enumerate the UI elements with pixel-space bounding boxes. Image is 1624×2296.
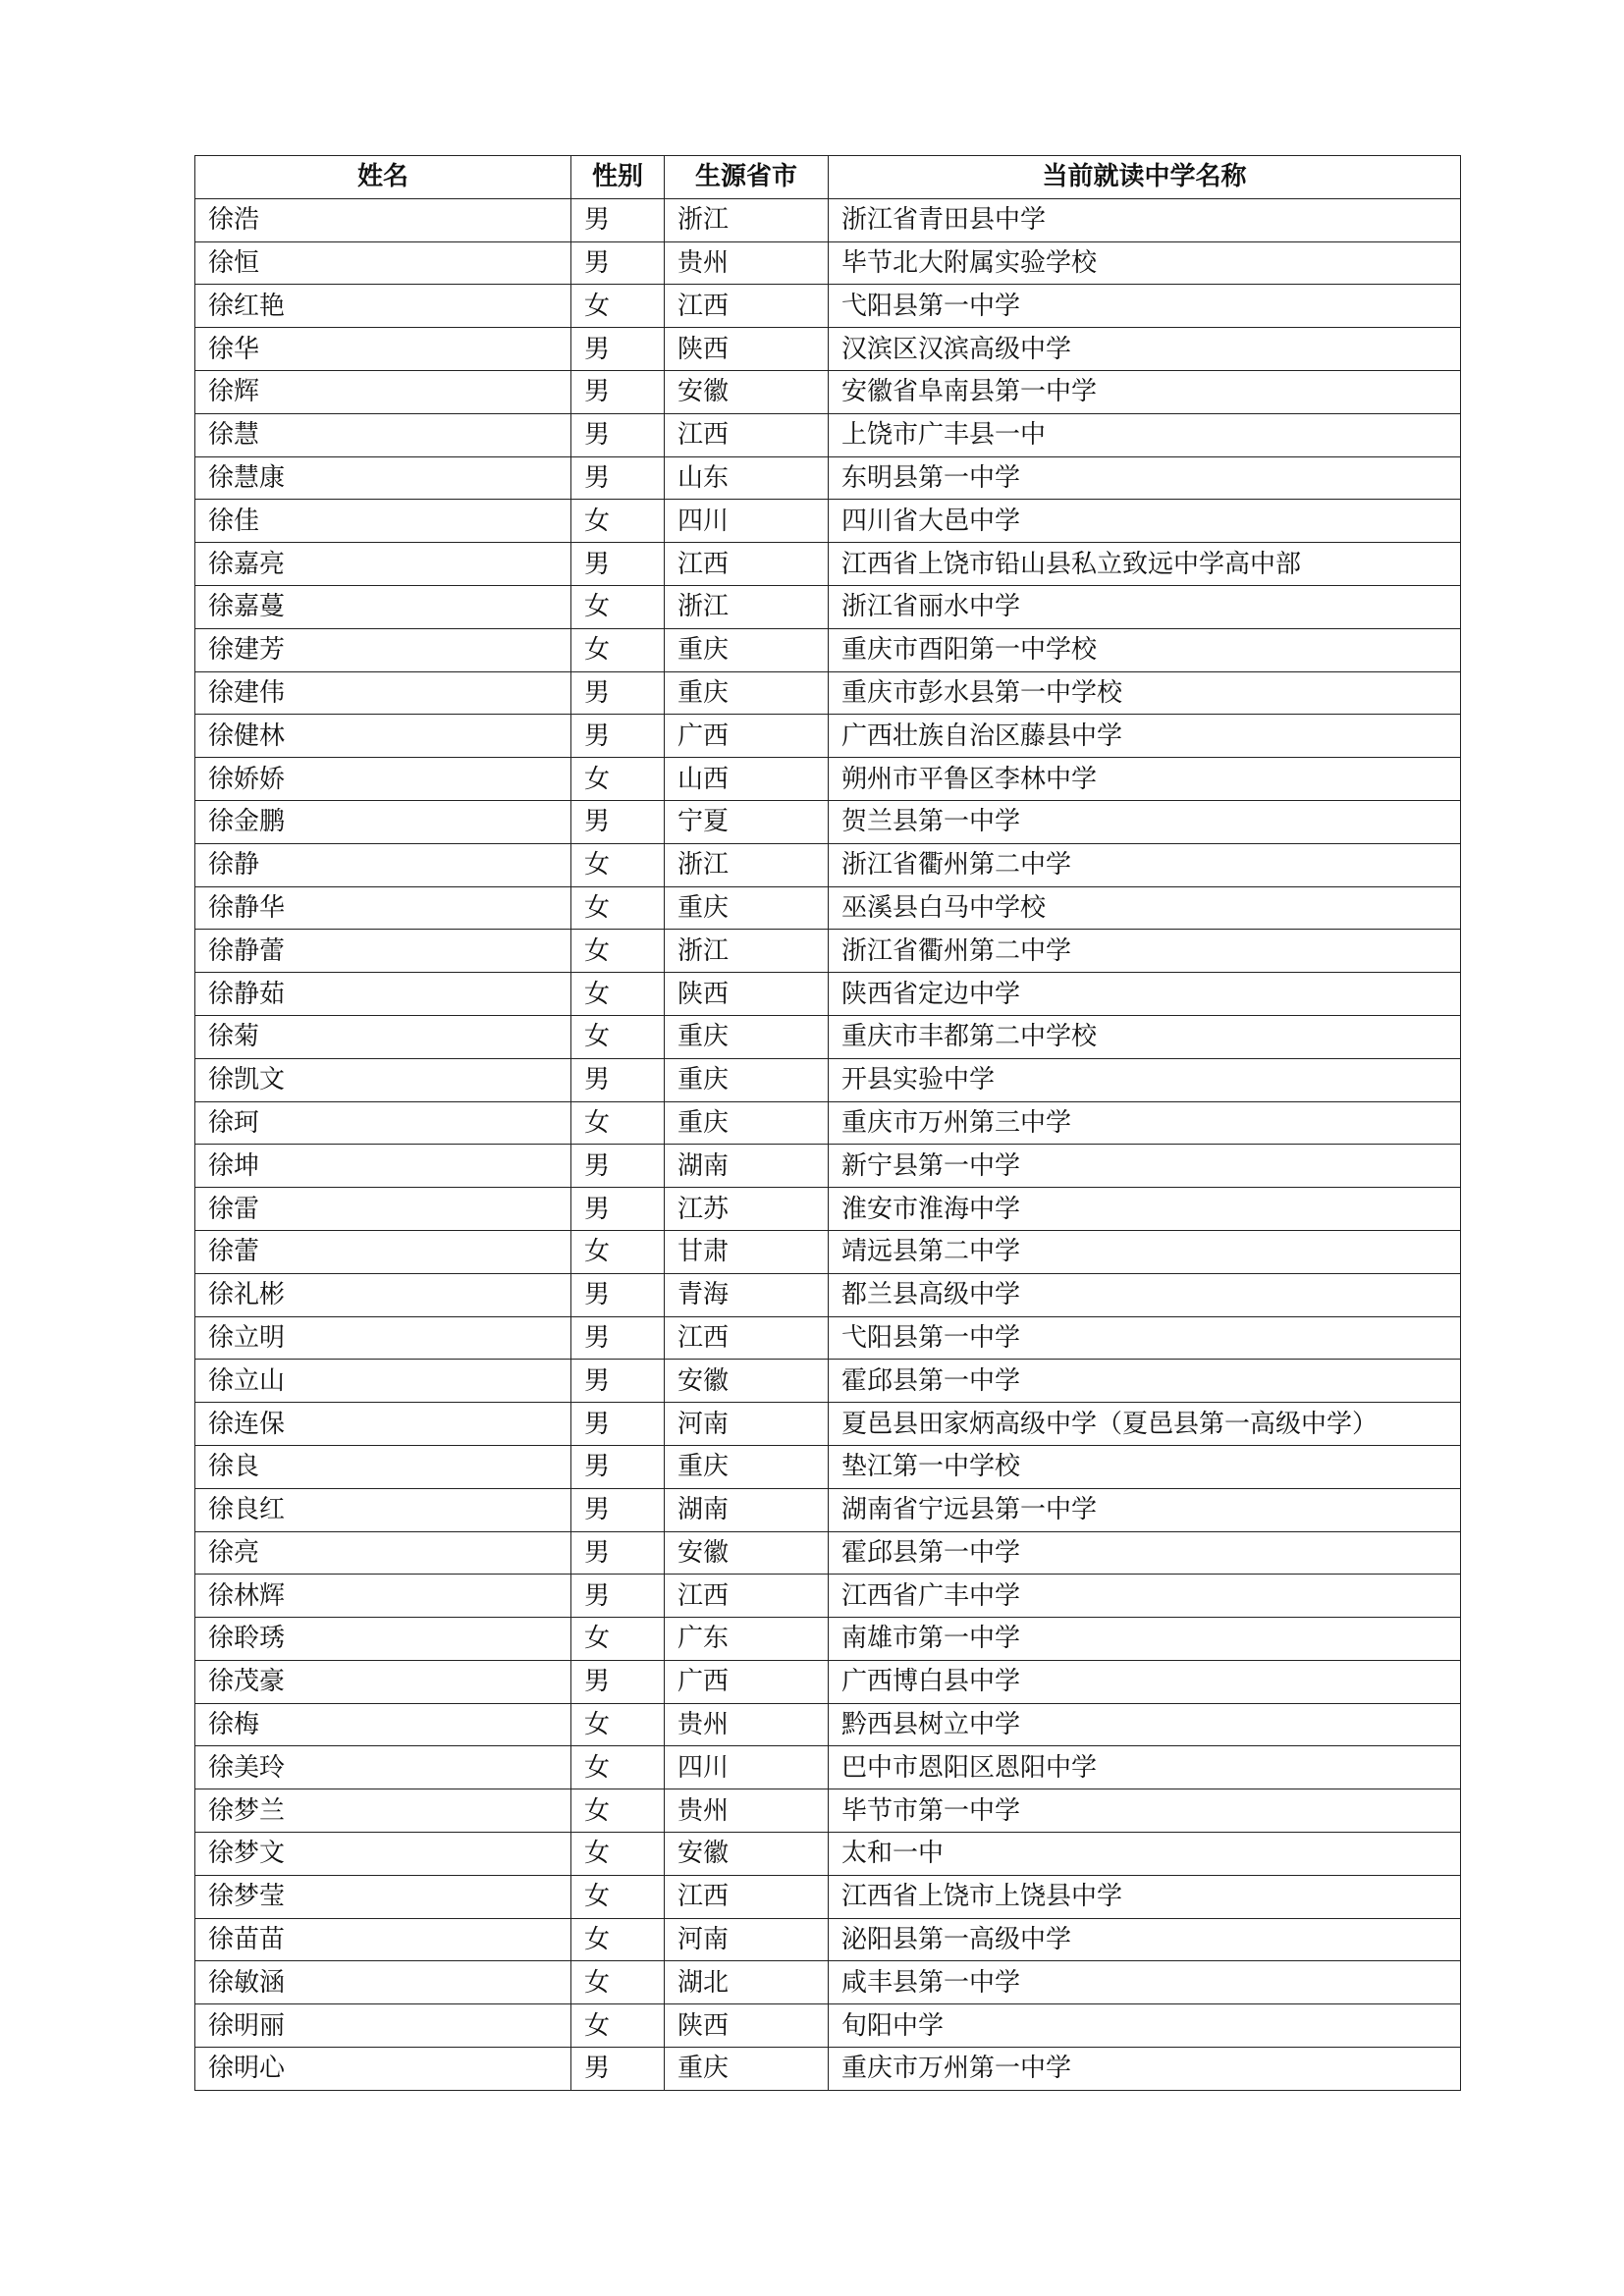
cell-name: 徐礼彬 bbox=[195, 1273, 571, 1316]
cell-name: 徐坤 bbox=[195, 1145, 571, 1188]
cell-name: 徐梦莹 bbox=[195, 1875, 571, 1918]
cell-province: 湖南 bbox=[665, 1145, 829, 1188]
cell-gender: 女 bbox=[571, 1230, 665, 1273]
table-row bbox=[195, 370, 1461, 413]
table-row bbox=[195, 886, 1461, 930]
cell-province: 广东 bbox=[665, 1618, 829, 1661]
cell-name: 徐雷 bbox=[195, 1188, 571, 1231]
cell-name: 徐苗苗 bbox=[195, 1918, 571, 1961]
table-row bbox=[195, 1746, 1461, 1789]
header-name: 姓名 bbox=[195, 156, 571, 199]
table-header-row bbox=[195, 156, 1461, 199]
cell-province: 安徽 bbox=[665, 1360, 829, 1403]
table-row bbox=[195, 2004, 1461, 2048]
cell-name: 徐梅 bbox=[195, 1703, 571, 1746]
table-row bbox=[195, 241, 1461, 285]
table-row bbox=[195, 198, 1461, 241]
cell-school: 上饶市广丰县一中 bbox=[829, 413, 1461, 456]
cell-school: 夏邑县田家炳高级中学（夏邑县第一高级中学） bbox=[829, 1403, 1461, 1446]
cell-school: 陕西省定边中学 bbox=[829, 973, 1461, 1016]
cell-name: 徐菊 bbox=[195, 1015, 571, 1058]
cell-province: 四川 bbox=[665, 500, 829, 543]
cell-gender: 女 bbox=[571, 628, 665, 671]
table-row bbox=[195, 1058, 1461, 1101]
cell-school: 咸丰县第一中学 bbox=[829, 1961, 1461, 2004]
table-row bbox=[195, 456, 1461, 500]
cell-school: 重庆市万州第三中学 bbox=[829, 1101, 1461, 1145]
cell-province: 河南 bbox=[665, 1918, 829, 1961]
cell-gender: 女 bbox=[571, 500, 665, 543]
cell-name: 徐建伟 bbox=[195, 671, 571, 715]
table-row bbox=[195, 2048, 1461, 2091]
cell-province: 贵州 bbox=[665, 1703, 829, 1746]
cell-name: 徐凯文 bbox=[195, 1058, 571, 1101]
cell-name: 徐辉 bbox=[195, 370, 571, 413]
cell-school: 重庆市酉阳第一中学校 bbox=[829, 628, 1461, 671]
cell-name: 徐良红 bbox=[195, 1488, 571, 1531]
cell-school: 重庆市万州第一中学 bbox=[829, 2048, 1461, 2091]
cell-school: 江西省上饶市铅山县私立致远中学高中部 bbox=[829, 543, 1461, 586]
cell-name: 徐健林 bbox=[195, 715, 571, 758]
cell-school: 重庆市丰都第二中学校 bbox=[829, 1015, 1461, 1058]
cell-school: 旬阳中学 bbox=[829, 2004, 1461, 2048]
cell-name: 徐金鹏 bbox=[195, 800, 571, 843]
cell-school: 广西博白县中学 bbox=[829, 1660, 1461, 1703]
cell-name: 徐梦文 bbox=[195, 1833, 571, 1876]
cell-gender: 男 bbox=[571, 1531, 665, 1575]
table-row bbox=[195, 328, 1461, 371]
cell-province: 贵州 bbox=[665, 1789, 829, 1833]
cell-province: 安徽 bbox=[665, 1531, 829, 1575]
cell-gender: 女 bbox=[571, 1833, 665, 1876]
cell-gender: 女 bbox=[571, 930, 665, 973]
cell-name: 徐茂豪 bbox=[195, 1660, 571, 1703]
cell-name: 徐静 bbox=[195, 843, 571, 886]
cell-province: 广西 bbox=[665, 1660, 829, 1703]
table-row bbox=[195, 1703, 1461, 1746]
table-row bbox=[195, 1618, 1461, 1661]
cell-name: 徐蕾 bbox=[195, 1230, 571, 1273]
table-row bbox=[195, 671, 1461, 715]
header-province: 生源省市 bbox=[665, 156, 829, 199]
table-row bbox=[195, 1403, 1461, 1446]
cell-province: 江西 bbox=[665, 543, 829, 586]
cell-name: 徐明丽 bbox=[195, 2004, 571, 2048]
table-row bbox=[195, 1445, 1461, 1488]
cell-province: 重庆 bbox=[665, 1101, 829, 1145]
table-row bbox=[195, 500, 1461, 543]
table-row bbox=[195, 1101, 1461, 1145]
cell-name: 徐静华 bbox=[195, 886, 571, 930]
cell-gender: 女 bbox=[571, 843, 665, 886]
table-row bbox=[195, 543, 1461, 586]
cell-gender: 男 bbox=[571, 1145, 665, 1188]
cell-gender: 男 bbox=[571, 1403, 665, 1446]
cell-name: 徐梦兰 bbox=[195, 1789, 571, 1833]
cell-school: 东明县第一中学 bbox=[829, 456, 1461, 500]
cell-gender: 男 bbox=[571, 1575, 665, 1618]
cell-school: 南雄市第一中学 bbox=[829, 1618, 1461, 1661]
cell-school: 淮安市淮海中学 bbox=[829, 1188, 1461, 1231]
cell-name: 徐立山 bbox=[195, 1360, 571, 1403]
cell-province: 重庆 bbox=[665, 886, 829, 930]
cell-name: 徐静茹 bbox=[195, 973, 571, 1016]
cell-name: 徐浩 bbox=[195, 198, 571, 241]
cell-gender: 男 bbox=[571, 456, 665, 500]
cell-province: 湖北 bbox=[665, 1961, 829, 2004]
cell-name: 徐林辉 bbox=[195, 1575, 571, 1618]
cell-school: 汉滨区汉滨高级中学 bbox=[829, 328, 1461, 371]
cell-school: 江西省上饶市上饶县中学 bbox=[829, 1875, 1461, 1918]
table-row bbox=[195, 1531, 1461, 1575]
cell-school: 毕节市第一中学 bbox=[829, 1789, 1461, 1833]
cell-province: 浙江 bbox=[665, 585, 829, 628]
cell-gender: 女 bbox=[571, 1875, 665, 1918]
cell-name: 徐立明 bbox=[195, 1316, 571, 1360]
cell-gender: 男 bbox=[571, 328, 665, 371]
cell-province: 浙江 bbox=[665, 843, 829, 886]
cell-province: 江苏 bbox=[665, 1188, 829, 1231]
cell-gender: 男 bbox=[571, 1188, 665, 1231]
cell-school: 霍邱县第一中学 bbox=[829, 1360, 1461, 1403]
cell-gender: 女 bbox=[571, 1746, 665, 1789]
cell-gender: 男 bbox=[571, 1445, 665, 1488]
table-row bbox=[195, 1575, 1461, 1618]
cell-gender: 女 bbox=[571, 585, 665, 628]
cell-province: 广西 bbox=[665, 715, 829, 758]
cell-province: 江西 bbox=[665, 285, 829, 328]
table-row bbox=[195, 413, 1461, 456]
cell-gender: 女 bbox=[571, 1918, 665, 1961]
cell-province: 重庆 bbox=[665, 628, 829, 671]
header-gender: 性别 bbox=[571, 156, 665, 199]
cell-school: 江西省广丰中学 bbox=[829, 1575, 1461, 1618]
cell-gender: 男 bbox=[571, 1360, 665, 1403]
cell-name: 徐敏涵 bbox=[195, 1961, 571, 2004]
table-row bbox=[195, 1316, 1461, 1360]
table-row bbox=[195, 1488, 1461, 1531]
cell-province: 江西 bbox=[665, 1875, 829, 1918]
cell-name: 徐华 bbox=[195, 328, 571, 371]
cell-school: 太和一中 bbox=[829, 1833, 1461, 1876]
cell-name: 徐良 bbox=[195, 1445, 571, 1488]
cell-gender: 男 bbox=[571, 671, 665, 715]
cell-name: 徐美玲 bbox=[195, 1746, 571, 1789]
cell-school: 毕节北大附属实验学校 bbox=[829, 241, 1461, 285]
table-row bbox=[195, 1833, 1461, 1876]
cell-name: 徐慧 bbox=[195, 413, 571, 456]
table-row bbox=[195, 1789, 1461, 1833]
cell-province: 河南 bbox=[665, 1403, 829, 1446]
cell-province: 陕西 bbox=[665, 973, 829, 1016]
cell-school: 湖南省宁远县第一中学 bbox=[829, 1488, 1461, 1531]
cell-gender: 男 bbox=[571, 543, 665, 586]
student-roster-table bbox=[194, 155, 1461, 2091]
cell-name: 徐连保 bbox=[195, 1403, 571, 1446]
cell-gender: 女 bbox=[571, 1015, 665, 1058]
cell-gender: 男 bbox=[571, 1058, 665, 1101]
cell-name: 徐娇娇 bbox=[195, 758, 571, 801]
cell-province: 重庆 bbox=[665, 1015, 829, 1058]
cell-province: 陕西 bbox=[665, 2004, 829, 2048]
cell-school: 安徽省阜南县第一中学 bbox=[829, 370, 1461, 413]
table-row bbox=[195, 285, 1461, 328]
cell-province: 安徽 bbox=[665, 1833, 829, 1876]
cell-gender: 男 bbox=[571, 370, 665, 413]
cell-school: 开县实验中学 bbox=[829, 1058, 1461, 1101]
cell-gender: 男 bbox=[571, 413, 665, 456]
cell-gender: 男 bbox=[571, 241, 665, 285]
cell-province: 江西 bbox=[665, 1575, 829, 1618]
cell-province: 江西 bbox=[665, 413, 829, 456]
cell-gender: 女 bbox=[571, 973, 665, 1016]
cell-name: 徐恒 bbox=[195, 241, 571, 285]
cell-school: 弋阳县第一中学 bbox=[829, 1316, 1461, 1360]
cell-school: 巫溪县白马中学校 bbox=[829, 886, 1461, 930]
cell-name: 徐嘉蔓 bbox=[195, 585, 571, 628]
cell-province: 山西 bbox=[665, 758, 829, 801]
cell-province: 甘肃 bbox=[665, 1230, 829, 1273]
cell-gender: 女 bbox=[571, 1101, 665, 1145]
table-row bbox=[195, 1961, 1461, 2004]
cell-gender: 女 bbox=[571, 2004, 665, 2048]
cell-gender: 男 bbox=[571, 1488, 665, 1531]
table-row bbox=[195, 1188, 1461, 1231]
cell-province: 安徽 bbox=[665, 370, 829, 413]
cell-gender: 男 bbox=[571, 715, 665, 758]
cell-school: 浙江省衢州第二中学 bbox=[829, 930, 1461, 973]
table-row bbox=[195, 1360, 1461, 1403]
table-row bbox=[195, 1918, 1461, 1961]
cell-gender: 女 bbox=[571, 1789, 665, 1833]
cell-gender: 女 bbox=[571, 1961, 665, 2004]
header-school: 当前就读中学名称 bbox=[829, 156, 1461, 199]
cell-province: 宁夏 bbox=[665, 800, 829, 843]
cell-name: 徐静蕾 bbox=[195, 930, 571, 973]
cell-province: 浙江 bbox=[665, 930, 829, 973]
cell-gender: 男 bbox=[571, 1660, 665, 1703]
cell-gender: 女 bbox=[571, 285, 665, 328]
table-row bbox=[195, 585, 1461, 628]
cell-gender: 男 bbox=[571, 800, 665, 843]
cell-gender: 女 bbox=[571, 758, 665, 801]
cell-school: 霍邱县第一中学 bbox=[829, 1531, 1461, 1575]
cell-school: 新宁县第一中学 bbox=[829, 1145, 1461, 1188]
cell-province: 湖南 bbox=[665, 1488, 829, 1531]
table-row bbox=[195, 628, 1461, 671]
table-row bbox=[195, 1145, 1461, 1188]
cell-province: 山东 bbox=[665, 456, 829, 500]
cell-name: 徐亮 bbox=[195, 1531, 571, 1575]
cell-school: 都兰县高级中学 bbox=[829, 1273, 1461, 1316]
cell-gender: 女 bbox=[571, 1618, 665, 1661]
table-row bbox=[195, 800, 1461, 843]
cell-school: 弋阳县第一中学 bbox=[829, 285, 1461, 328]
table-row bbox=[195, 930, 1461, 973]
cell-school: 浙江省衢州第二中学 bbox=[829, 843, 1461, 886]
cell-school: 浙江省丽水中学 bbox=[829, 585, 1461, 628]
cell-name: 徐珂 bbox=[195, 1101, 571, 1145]
cell-school: 泌阳县第一高级中学 bbox=[829, 1918, 1461, 1961]
cell-school: 重庆市彭水县第一中学校 bbox=[829, 671, 1461, 715]
cell-name: 徐红艳 bbox=[195, 285, 571, 328]
table-row bbox=[195, 1875, 1461, 1918]
cell-province: 贵州 bbox=[665, 241, 829, 285]
table-row bbox=[195, 715, 1461, 758]
cell-school: 贺兰县第一中学 bbox=[829, 800, 1461, 843]
cell-province: 陕西 bbox=[665, 328, 829, 371]
cell-school: 垫江第一中学校 bbox=[829, 1445, 1461, 1488]
cell-school: 浙江省青田县中学 bbox=[829, 198, 1461, 241]
cell-gender: 男 bbox=[571, 1316, 665, 1360]
table-body bbox=[195, 198, 1461, 2090]
cell-name: 徐明心 bbox=[195, 2048, 571, 2091]
table-row bbox=[195, 973, 1461, 1016]
table-row bbox=[195, 1660, 1461, 1703]
cell-province: 重庆 bbox=[665, 2048, 829, 2091]
cell-province: 浙江 bbox=[665, 198, 829, 241]
cell-province: 重庆 bbox=[665, 671, 829, 715]
table-row bbox=[195, 1230, 1461, 1273]
table-row bbox=[195, 758, 1461, 801]
cell-name: 徐佳 bbox=[195, 500, 571, 543]
cell-school: 巴中市恩阳区恩阳中学 bbox=[829, 1746, 1461, 1789]
cell-province: 青海 bbox=[665, 1273, 829, 1316]
cell-school: 四川省大邑中学 bbox=[829, 500, 1461, 543]
cell-name: 徐嘉亮 bbox=[195, 543, 571, 586]
cell-school: 靖远县第二中学 bbox=[829, 1230, 1461, 1273]
cell-province: 四川 bbox=[665, 1746, 829, 1789]
cell-school: 朔州市平鲁区李林中学 bbox=[829, 758, 1461, 801]
table-row bbox=[195, 1015, 1461, 1058]
cell-gender: 女 bbox=[571, 886, 665, 930]
cell-gender: 男 bbox=[571, 2048, 665, 2091]
cell-province: 重庆 bbox=[665, 1058, 829, 1101]
cell-school: 黔西县树立中学 bbox=[829, 1703, 1461, 1746]
table-row bbox=[195, 1273, 1461, 1316]
cell-name: 徐建芳 bbox=[195, 628, 571, 671]
cell-province: 重庆 bbox=[665, 1445, 829, 1488]
cell-school: 广西壮族自治区藤县中学 bbox=[829, 715, 1461, 758]
cell-province: 江西 bbox=[665, 1316, 829, 1360]
cell-gender: 男 bbox=[571, 1273, 665, 1316]
table-row bbox=[195, 843, 1461, 886]
cell-gender: 女 bbox=[571, 1703, 665, 1746]
cell-gender: 男 bbox=[571, 198, 665, 241]
cell-name: 徐慧康 bbox=[195, 456, 571, 500]
cell-name: 徐聆琇 bbox=[195, 1618, 571, 1661]
